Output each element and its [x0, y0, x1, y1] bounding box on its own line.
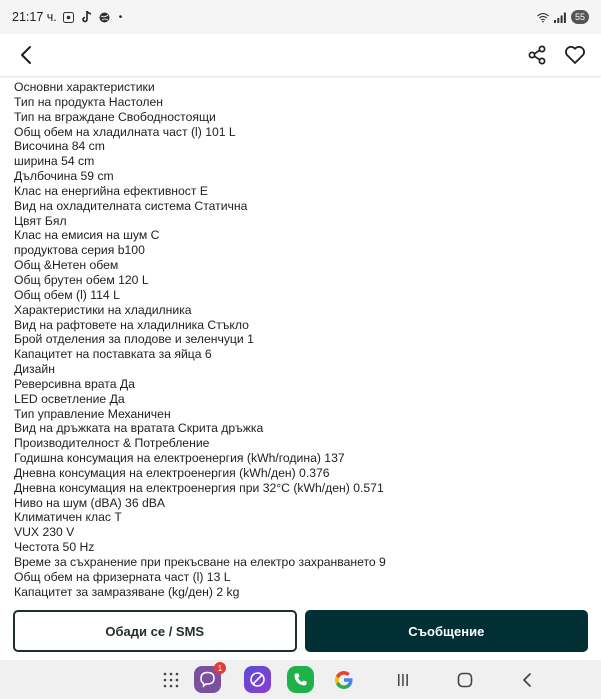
spec-line: Климатичен клас T [14, 510, 122, 525]
notification-dot-icon: • [118, 11, 123, 23]
tiktok-icon [81, 11, 93, 23]
battery-indicator: 55 [571, 10, 589, 24]
spec-line: Брой отделения за плодове и зеленчуци 1 [14, 332, 254, 347]
spec-line: Дълбочина 59 cm [14, 169, 114, 184]
spec-line: продуктова серия b100 [14, 243, 145, 258]
header-actions [523, 41, 589, 69]
app-drawer-icon[interactable] [163, 672, 179, 688]
spec-line: Дневна консумация на електроенергия при 32°C (kWh/ден) 0.571 [14, 480, 384, 495]
spec-line: Годишна консумация на електроенергия (kWh/година) 137 [14, 451, 345, 466]
screenshot-icon [63, 11, 75, 23]
spec-line: Височина 84 cm [14, 139, 105, 154]
spec-line: Клас на енергийна ефективност E [14, 183, 209, 198]
back-nav-icon[interactable] [517, 670, 537, 690]
message-button[interactable]: Съобщение [305, 610, 589, 652]
back-arrow-icon[interactable] [12, 41, 40, 69]
call-sms-button[interactable]: Обади се / SMS [13, 610, 297, 652]
status-left [12, 10, 122, 24]
wifi-icon [537, 11, 549, 23]
spec-line: VUX 230 V [14, 525, 75, 540]
spec-line: Клас на емисия на шум C [14, 228, 160, 243]
spec-line: LED осветление Да [14, 391, 125, 406]
viber-app-icon[interactable] [194, 663, 223, 693]
spec-line: Вид на рафтовете на хладилника Стъкло [14, 317, 249, 332]
viber-badge: 1 [214, 662, 226, 674]
spec-line: Производителност & Потребление [14, 436, 210, 451]
share-icon[interactable] [523, 41, 551, 69]
spec-line: Дизайн [14, 362, 55, 377]
spec-line: Реверсивна врата Да [14, 376, 135, 391]
spec-line: Вид на охладителната система Статична [14, 198, 248, 213]
home-icon[interactable] [455, 670, 475, 690]
globe-icon [99, 11, 111, 23]
specs-content [0, 80, 601, 602]
spec-line: Честота 50 Hz [14, 540, 95, 555]
spec-line: Дневна консумация на електроенергия (kWh/ден) 0.376 [14, 465, 330, 480]
spec-line: Вид на дръжката на вратата Скрита дръжка [14, 421, 264, 436]
spec-line: Общ &Нетен обем [14, 258, 119, 273]
spec-line: ширина 54 cm [14, 154, 95, 169]
spec-line: Общ обем на фризерната част (l) 13 L [14, 569, 231, 584]
phone-app-icon[interactable] [287, 666, 314, 693]
spec-line: Тип на продукта Настолен [14, 94, 164, 109]
signal-icon [554, 11, 566, 23]
google-app-icon[interactable] [330, 666, 357, 693]
spec-line: Общ брутен обем 120 L [14, 272, 149, 287]
navigation-bar [0, 660, 601, 699]
spec-line: Характеристики на хладилника [14, 302, 192, 317]
spec-line: Цвят Бял [14, 213, 67, 228]
status-right [537, 10, 589, 24]
status-time: 21:17 ч. [12, 10, 57, 24]
spec-line: Тип на вграждане Свободностоящи [14, 109, 216, 124]
spec-line: Време за съхранение при прекъсване на електро захранването 9 [14, 555, 386, 569]
heart-icon[interactable] [561, 41, 589, 69]
spec-line: Общ обем на хладилната част (l) 101 L [14, 124, 236, 139]
action-bar [0, 602, 601, 660]
app-header [0, 34, 601, 76]
recent-apps-icon[interactable] [393, 670, 413, 690]
spec-line: Тип управление Механичен [14, 406, 171, 421]
spec-line: Капацитет за замразяване (kg/ден) 2 kg [14, 584, 240, 599]
browser-app-icon[interactable] [244, 666, 271, 693]
spec-line: Общ обем (l) 114 L [14, 287, 120, 302]
spec-line: Капацитет на поставката за яйца 6 [14, 347, 212, 362]
spec-line: Основни характеристики [14, 80, 155, 94]
spec-line: Ниво на шум (dBA) 36 dBA [14, 495, 166, 510]
status-bar [0, 0, 601, 34]
